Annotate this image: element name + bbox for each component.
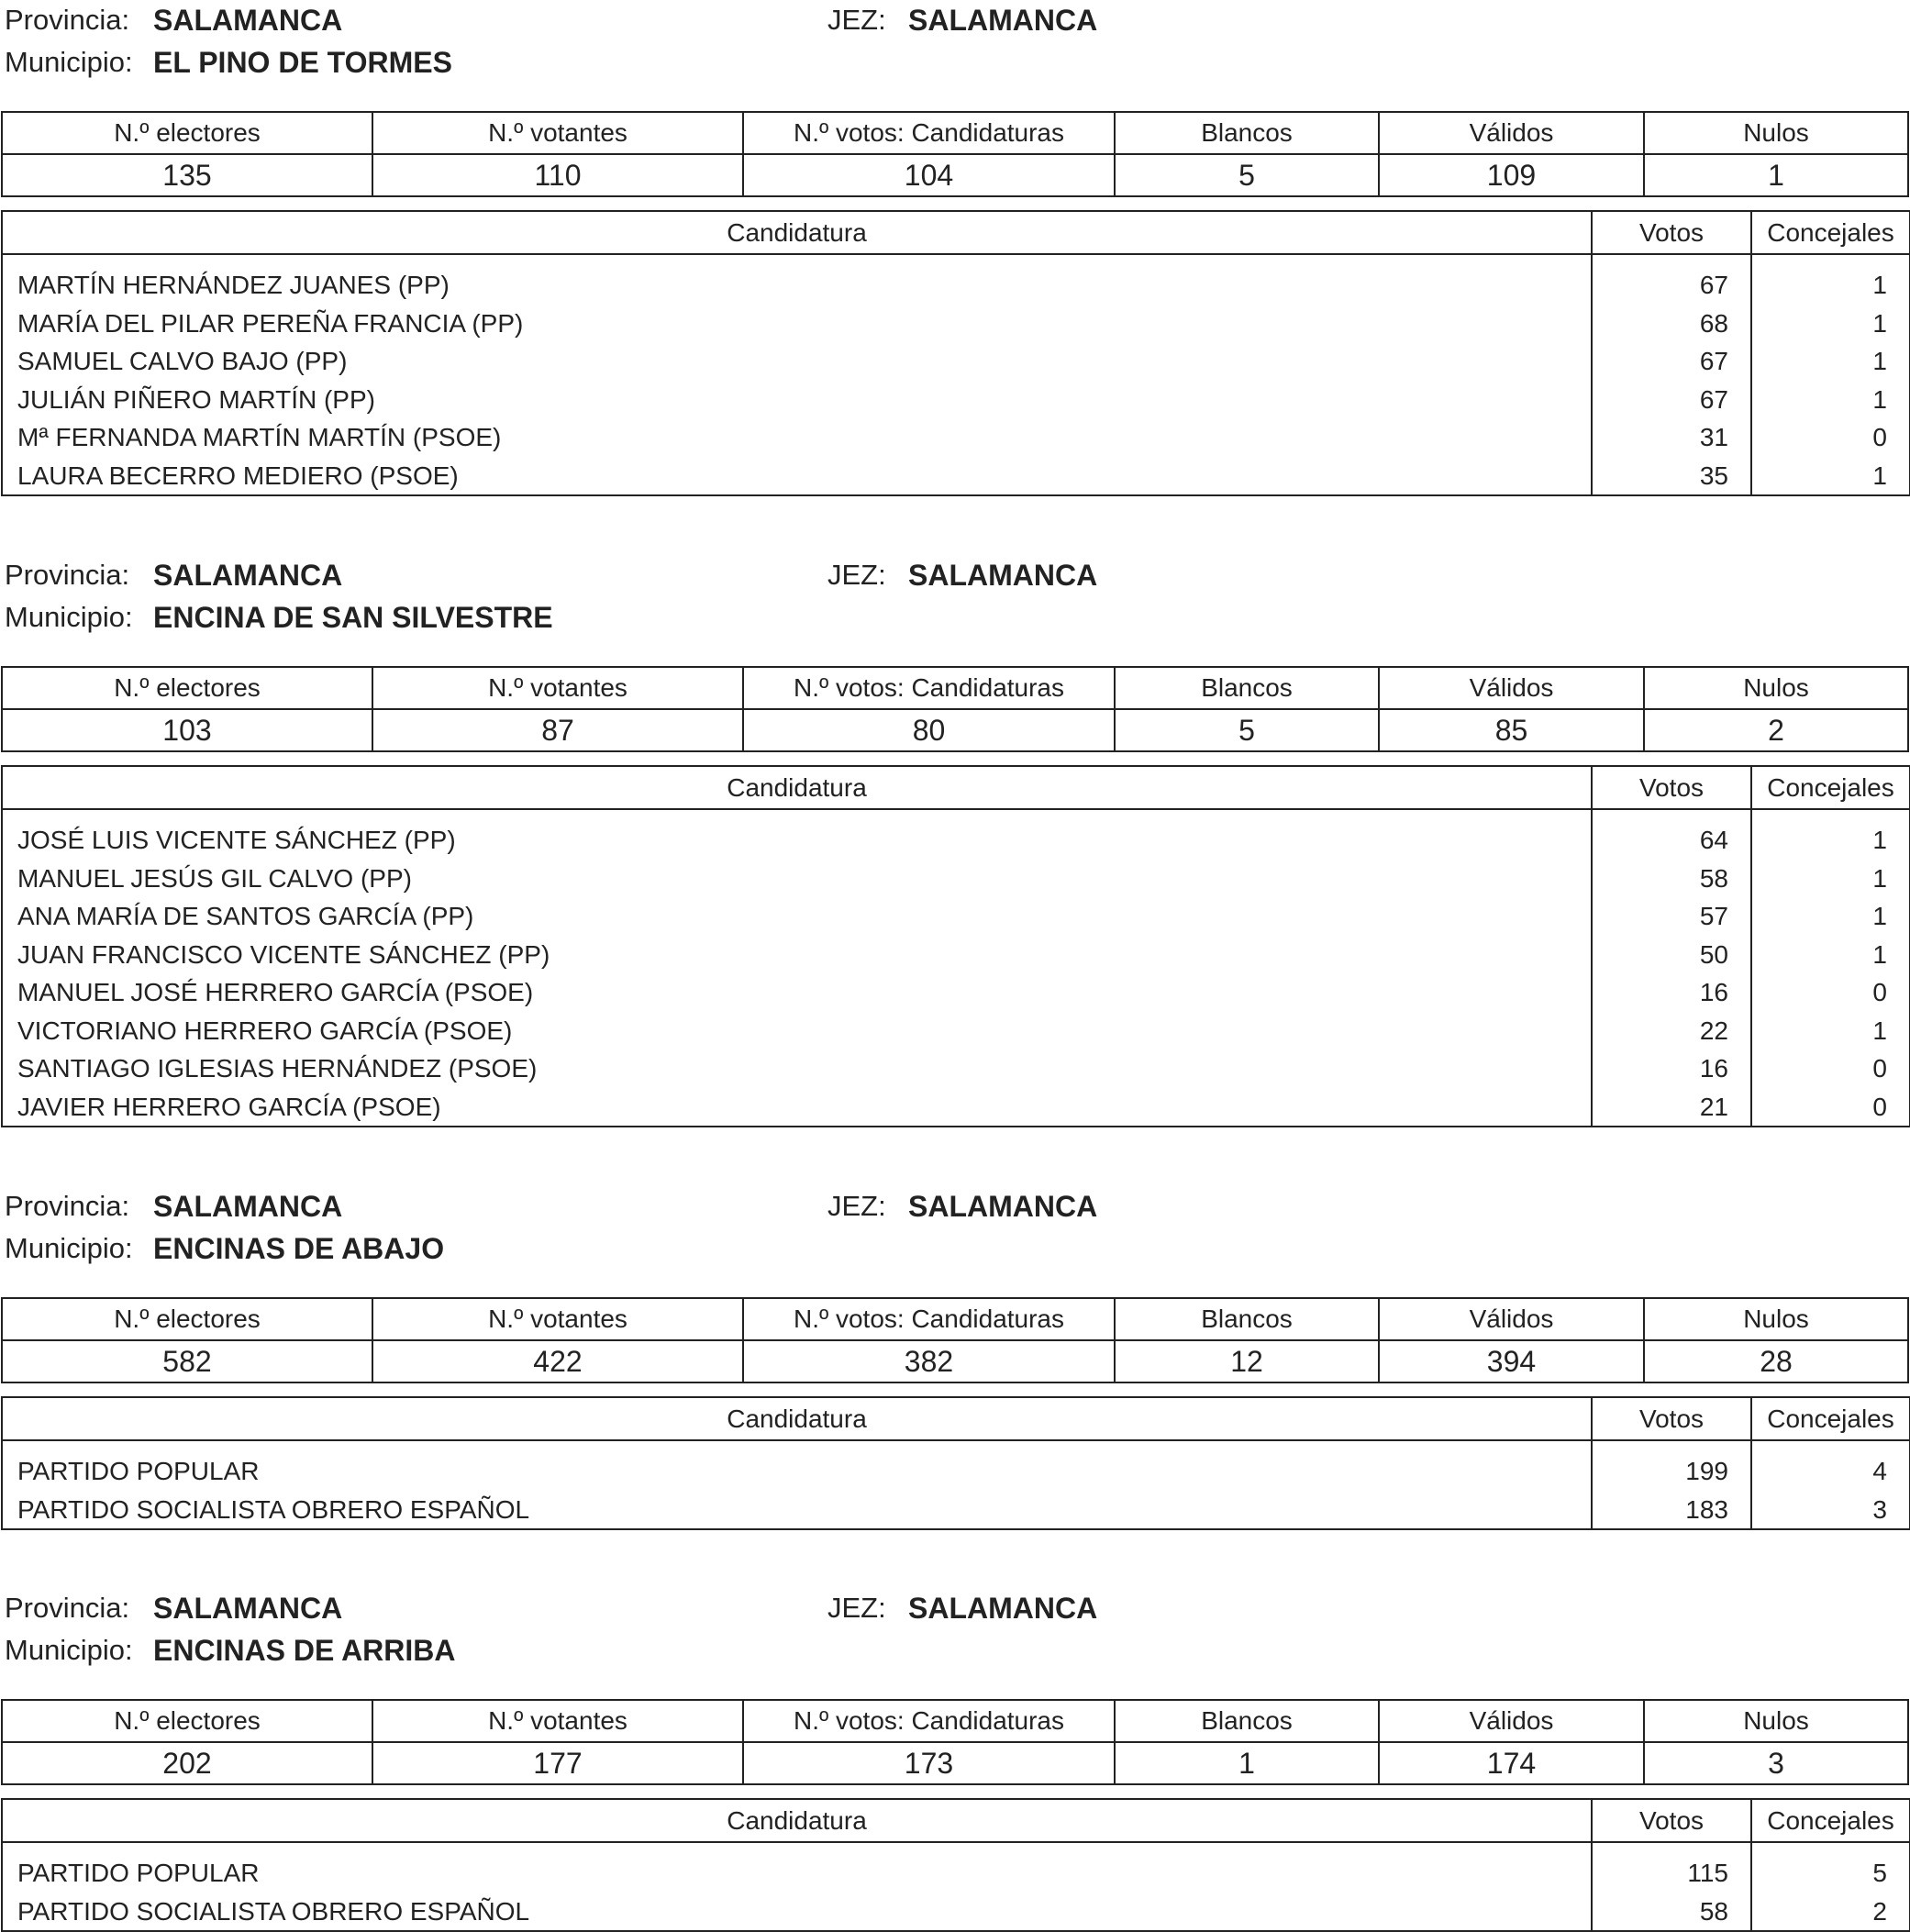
candidate-name: ANA MARÍA DE SANTOS GARCÍA (PP) [17,902,474,930]
stats-electores: 582 [2,1340,372,1382]
jez-value: SALAMANCA [908,1190,1098,1223]
provincia-value: SALAMANCA [153,1190,343,1223]
candidate-votes: 67 [1699,271,1728,299]
candidate-votes: 31 [1699,423,1728,451]
candidates-body-row [2,1842,1910,1931]
stats-header-validos: Válidos [1379,112,1644,154]
stats-header-votos-candidaturas: N.º votos: Candidaturas [743,112,1115,154]
provincia-value: SALAMANCA [153,559,343,592]
municipio-row [0,1630,1910,1671]
candidate-names-column [2,254,1592,495]
candidate-votes-column [1592,809,1751,1127]
municipio-row [0,42,1910,83]
candidate-votes: 22 [1699,1016,1728,1045]
stats-votantes: 87 [372,709,743,751]
stats-votos-candidaturas: 382 [743,1340,1115,1382]
candidate-votes: 67 [1699,384,1728,414]
candidates-header-concejales: Concejales [1751,211,1910,254]
candidate-name: MARTÍN HERNÁNDEZ JUANES (PP) [17,271,450,299]
stats-table [1,666,1909,752]
candidate-concejales: 1 [1872,826,1887,854]
candidates-header-votos: Votos [1592,1799,1751,1842]
stats-header-votos-candidaturas: N.º votos: Candidaturas [743,667,1115,709]
candidates-table [1,765,1910,1127]
municipio-label: Municipio: [5,601,133,633]
stats-header-votantes: N.º votantes [372,667,743,709]
stats-blancos: 5 [1115,709,1379,751]
provincia-value: SALAMANCA [153,1592,343,1625]
candidate-concejales: 4 [1872,1457,1887,1485]
municipio-value: ENCINAS DE ARRIBA [153,1634,456,1667]
stats-header-votantes: N.º votantes [372,112,743,154]
jez-label: JEZ: [827,559,886,591]
stats-header-blancos: Blancos [1115,112,1379,154]
municipio-label: Municipio: [5,1232,133,1264]
provincia-row [0,1186,1910,1227]
stats-header-electores: N.º electores [2,1298,372,1340]
candidate-votes: 115 [1687,1859,1728,1887]
candidates-header-candidatura: Candidatura [2,1397,1592,1440]
municipio-value: ENCINA DE SAN SILVESTRE [153,601,553,634]
stats-nulos: 2 [1644,709,1908,751]
stats-header-nulos: Nulos [1644,667,1908,709]
stats-table [1,1699,1909,1785]
candidate-votes: 58 [1699,863,1728,893]
stats-header-blancos: Blancos [1115,1700,1379,1742]
municipio-label: Municipio: [5,46,133,78]
jez-label: JEZ: [827,4,886,36]
candidate-votes-column [1592,1842,1751,1931]
candidate-concejales: 0 [1872,978,1887,1006]
stats-header-votos-candidaturas: N.º votos: Candidaturas [743,1700,1115,1742]
candidate-concejales: 0 [1872,423,1887,451]
stats-votos-candidaturas: 80 [743,709,1115,751]
candidate-name: PARTIDO SOCIALISTA OBRERO ESPAÑOL [17,1896,530,1926]
candidate-votes: 68 [1699,308,1728,338]
candidates-header-candidatura: Candidatura [2,211,1592,254]
stats-electores: 135 [2,154,372,196]
candidates-header-votos: Votos [1592,1397,1751,1440]
jez-value: SALAMANCA [908,1592,1098,1625]
candidate-concejales: 1 [1872,384,1887,414]
candidate-votes: 183 [1685,1494,1728,1524]
candidate-name: VICTORIANO HERRERO GARCÍA (PSOE) [17,1016,513,1045]
candidate-votes: 58 [1699,1896,1728,1926]
candidate-votes: 199 [1685,1457,1728,1485]
stats-header-electores: N.º electores [2,112,372,154]
candidate-name: Mª FERNANDA MARTÍN MARTÍN (PSOE) [17,423,502,451]
candidate-votes: 57 [1699,902,1728,930]
candidate-concejales: 1 [1872,1016,1887,1045]
candidate-concejales: 1 [1872,863,1887,893]
stats-header-electores: N.º electores [2,1700,372,1742]
candidates-table [1,1396,1910,1530]
candidates-header-concejales: Concejales [1751,1397,1910,1440]
candidate-votes: 16 [1699,1054,1728,1083]
provincia-label: Provincia: [5,559,130,591]
stats-value-row [2,1742,1908,1784]
municipio-value: EL PINO DE TORMES [153,46,452,79]
provincia-label: Provincia: [5,4,130,36]
jez-value: SALAMANCA [908,4,1098,37]
candidate-name: MANUEL JESÚS GIL CALVO (PP) [17,863,412,893]
municipio-row [0,1228,1910,1269]
candidates-header-concejales: Concejales [1751,1799,1910,1842]
candidate-seats-column [1751,1440,1910,1529]
stats-header-row [2,667,1908,709]
candidate-names-column [2,809,1592,1127]
stats-electores: 202 [2,1742,372,1784]
stats-nulos: 1 [1644,154,1908,196]
provincia-value: SALAMANCA [153,4,343,37]
provincia-label: Provincia: [5,1592,130,1624]
stats-header-row [2,1700,1908,1742]
stats-header-votantes: N.º votantes [372,1700,743,1742]
stats-header-nulos: Nulos [1644,1700,1908,1742]
candidates-header-votos: Votos [1592,766,1751,809]
stats-validos: 174 [1379,1742,1644,1784]
stats-votos-candidaturas: 104 [743,154,1115,196]
candidate-seats-column [1751,1842,1910,1931]
candidate-votes-column [1592,254,1751,495]
candidates-body-row [2,1440,1910,1529]
stats-header-blancos: Blancos [1115,1298,1379,1340]
stats-votantes: 177 [372,1742,743,1784]
candidate-name: PARTIDO SOCIALISTA OBRERO ESPAÑOL [17,1494,530,1524]
candidate-concejales: 5 [1872,1859,1887,1887]
candidates-header-votos: Votos [1592,211,1751,254]
candidates-header-row [2,1799,1910,1842]
candidate-votes: 67 [1699,347,1728,375]
stats-header-validos: Válidos [1379,1298,1644,1340]
candidates-body-row [2,254,1910,495]
provincia-row [0,0,1910,40]
stats-blancos: 1 [1115,1742,1379,1784]
stats-votantes: 422 [372,1340,743,1382]
stats-validos: 85 [1379,709,1644,751]
candidate-name: LAURA BECERRO MEDIERO (PSOE) [17,461,459,490]
candidate-seats-column [1751,254,1910,495]
stats-header-votos-candidaturas: N.º votos: Candidaturas [743,1298,1115,1340]
candidate-votes: 64 [1699,826,1728,854]
stats-header-votantes: N.º votantes [372,1298,743,1340]
candidate-name: PARTIDO POPULAR [17,1457,260,1485]
candidate-votes-column [1592,1440,1751,1529]
candidate-votes: 50 [1699,939,1728,969]
stats-header-electores: N.º electores [2,667,372,709]
candidate-name: SAMUEL CALVO BAJO (PP) [17,347,348,375]
provincia-label: Provincia: [5,1190,130,1222]
municipio-value: ENCINAS DE ABAJO [153,1232,445,1265]
candidates-header-row [2,1397,1910,1440]
stats-header-nulos: Nulos [1644,112,1908,154]
stats-validos: 109 [1379,154,1644,196]
stats-header-row [2,112,1908,154]
stats-table [1,1297,1909,1383]
stats-blancos: 5 [1115,154,1379,196]
stats-header-validos: Válidos [1379,667,1644,709]
candidate-concejales: 2 [1872,1896,1887,1926]
candidates-header-candidatura: Candidatura [2,1799,1592,1842]
candidates-header-concejales: Concejales [1751,766,1910,809]
jez-label: JEZ: [827,1592,886,1624]
candidates-body-row [2,809,1910,1127]
stats-blancos: 12 [1115,1340,1379,1382]
stats-header-blancos: Blancos [1115,667,1379,709]
stats-value-row [2,709,1908,751]
candidate-concejales: 1 [1872,461,1887,490]
candidates-header-candidatura: Candidatura [2,766,1592,809]
stats-votos-candidaturas: 173 [743,1742,1115,1784]
candidates-table [1,1798,1910,1932]
stats-nulos: 28 [1644,1340,1908,1382]
candidate-name: JULIÁN PIÑERO MARTÍN (PP) [17,384,375,414]
candidates-header-row [2,211,1910,254]
candidate-votes: 35 [1699,461,1728,490]
candidate-name: SANTIAGO IGLESIAS HERNÁNDEZ (PSOE) [17,1054,538,1083]
candidate-concejales: 1 [1872,939,1887,969]
stats-value-row [2,1340,1908,1382]
stats-header-validos: Válidos [1379,1700,1644,1742]
stats-header-row [2,1298,1908,1340]
candidate-name: JOSÉ LUIS VICENTE SÁNCHEZ (PP) [17,826,456,854]
municipio-label: Municipio: [5,1634,133,1666]
candidate-concejales: 0 [1872,1054,1887,1083]
provincia-row [0,1588,1910,1628]
jez-label: JEZ: [827,1190,886,1222]
candidate-concejales: 1 [1872,308,1887,338]
stats-value-row [2,154,1908,196]
candidate-concejales: 1 [1872,902,1887,930]
candidates-table [1,210,1910,496]
candidate-name: PARTIDO POPULAR [17,1859,260,1887]
candidate-name: MANUEL JOSÉ HERRERO GARCÍA (PSOE) [17,978,534,1006]
candidate-seats-column [1751,809,1910,1127]
stats-table [1,111,1909,197]
candidate-names-column [2,1842,1592,1931]
candidate-name: JAVIER HERRERO GARCÍA (PSOE) [17,1092,441,1121]
provincia-row [0,555,1910,595]
stats-votantes: 110 [372,154,743,196]
candidate-concejales: 0 [1872,1092,1887,1121]
candidate-concejales: 3 [1872,1494,1887,1524]
candidates-header-row [2,766,1910,809]
candidate-concejales: 1 [1872,347,1887,375]
candidate-names-column [2,1440,1592,1529]
candidate-votes: 21 [1699,1092,1728,1121]
jez-value: SALAMANCA [908,559,1098,592]
candidate-name: JUAN FRANCISCO VICENTE SÁNCHEZ (PP) [17,939,550,969]
stats-validos: 394 [1379,1340,1644,1382]
municipio-row [0,597,1910,638]
stats-header-nulos: Nulos [1644,1298,1908,1340]
stats-nulos: 3 [1644,1742,1908,1784]
candidate-name: MARÍA DEL PILAR PEREÑA FRANCIA (PP) [17,308,524,338]
candidate-votes: 16 [1699,978,1728,1006]
stats-electores: 103 [2,709,372,751]
candidate-concejales: 1 [1872,271,1887,299]
